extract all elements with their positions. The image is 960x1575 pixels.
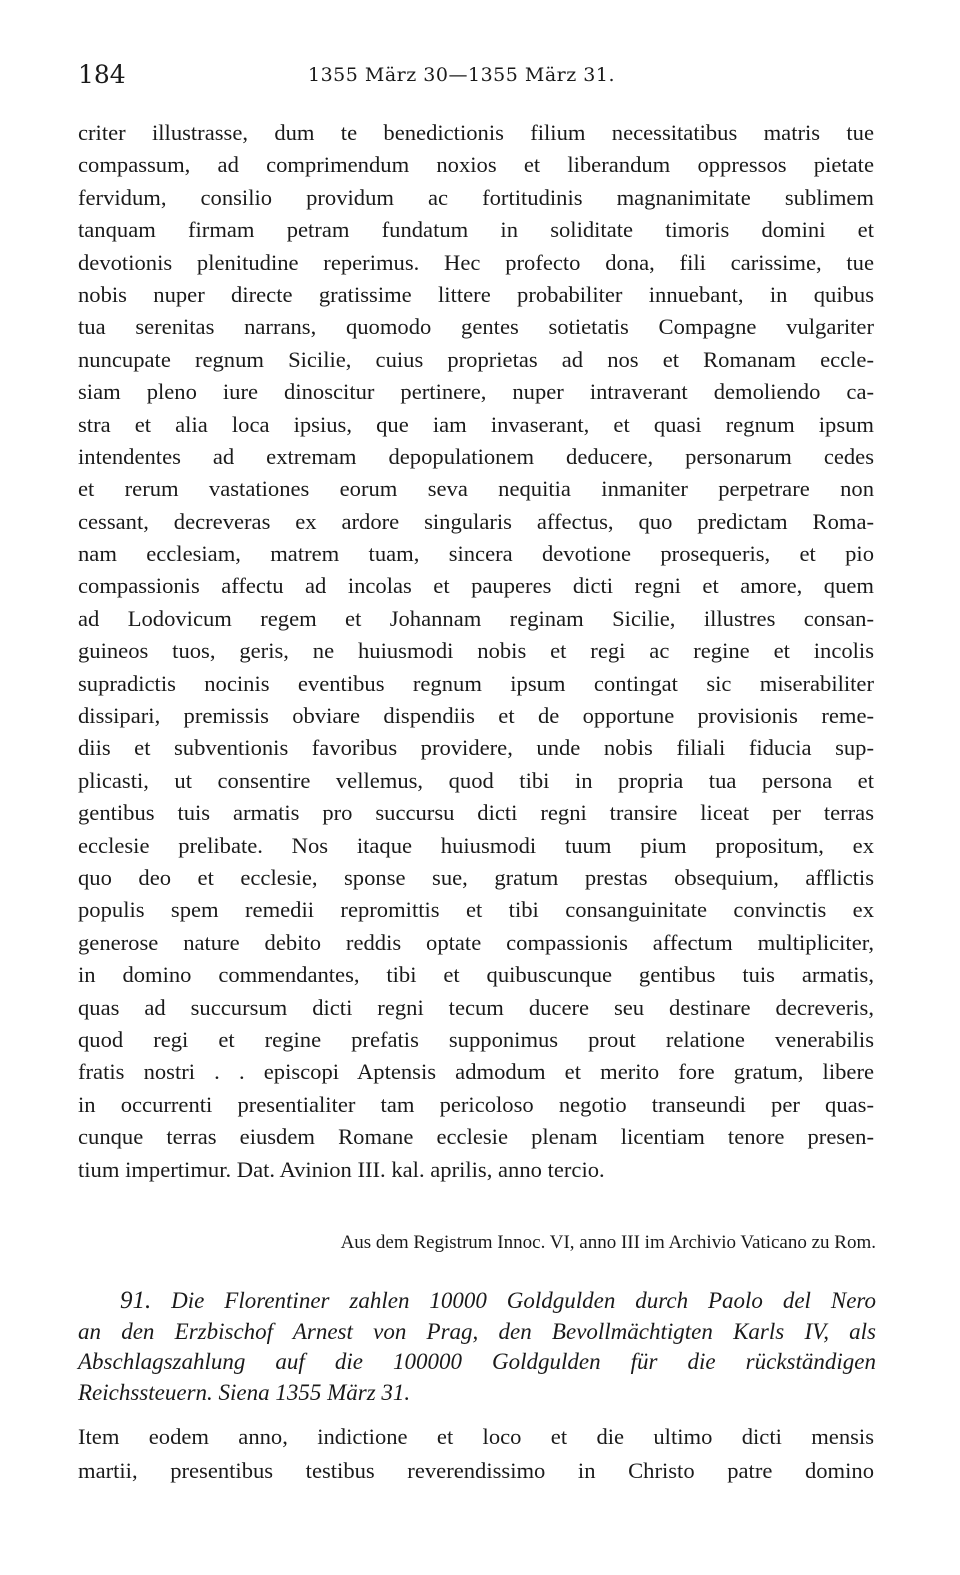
source-note: Aus dem Registrum Innoc. VI, anno III im Archivio Vaticano zu Rom.: [340, 1232, 876, 1253]
entry-number: 91.: [120, 1287, 152, 1314]
heading-line: Reichssteuern. Siena 1355 März 31.: [78, 1379, 411, 1405]
text-line: guineos tuos, geris, ne huiusmodi nobis et regi ac regine et incolis: [78, 638, 874, 664]
running-head: 1355 März 30—1355 März 31.: [308, 64, 616, 86]
text-line: populis spem remedii repromittis et tibi consanguinitate convinctis ex: [78, 897, 874, 923]
text-line: tium impertimur. Dat. Avinion III. kal. aprilis, anno tercio.: [78, 1156, 605, 1182]
text-line: tua serenitas narrans, quomodo gentes sotietatis Compagne vulgariter: [78, 314, 874, 340]
text-line: compassionis affectu ad incolas et pauperes dicti regni et amore, quem: [78, 573, 874, 599]
heading-text: Die Florentiner zahlen 10000 Goldgulden durch Paolo del Nero: [171, 1288, 877, 1313]
page-number: 184: [78, 60, 126, 89]
text-line: compassum, ad comprimendum noxios et liberandum oppressos pietate: [78, 152, 874, 178]
text-line: quas ad succursum dicti regni tecum ducere seu destinare decreveris,: [78, 994, 874, 1020]
text-line: fervidum, consilio providum ac fortitudinis magnanimitate sublimem: [78, 184, 874, 210]
letter-text: [78, 117, 874, 1186]
heading-line: [78, 1286, 876, 1317]
text-line: fratis nostri . . episcopi Aptensis admodum et merito fore gratum, libere: [78, 1059, 874, 1085]
text-line: quo deo et ecclesie, sponse sue, gratum prestas obsequium, afflictis: [78, 864, 874, 890]
entry-heading: [78, 1286, 876, 1408]
text-line: nobis nuper directe gratissime littere probabiliter innuebant, in quibus: [78, 281, 874, 307]
text-line: ad Lodovicum regem et Johannam reginam Sicilie, illustres consan-: [78, 605, 874, 631]
text-line: martii, presentibus testibus reverendissimo in Christo patre domino: [78, 1458, 874, 1483]
text-line: devotionis plenitudine reperimus. Hec profecto dona, fili carissime, tue: [78, 249, 874, 275]
text-line: dissipari, premissis obviare dispendiis et de opportune provisionis reme-: [78, 703, 874, 729]
text-line: ecclesie prelibate. Nos itaque huiusmodi tuum pium propositum, ex: [78, 832, 874, 858]
text-line: Item eodem anno, indictione et loco et die ultimo dicti mensis: [78, 1424, 874, 1449]
text-line: et rerum vastationes eorum seva nequitia inmaniter perpetrare non: [78, 476, 874, 502]
page-header: [78, 60, 874, 92]
text-line: intendentes ad extremam depopulationem deducere, personarum cedes: [78, 443, 874, 469]
heading-line: Abschlagszahlung auf die 100000 Goldgulden für die rückständigen: [78, 1349, 876, 1375]
text-line: nam ecclesiam, matrem tuam, sincera devotione prosequeris, et pio: [78, 541, 874, 567]
text-line: cunque terras eiusdem Romane ecclesie plenam licentiam tenore presen-: [78, 1124, 874, 1150]
text-line: nuncupate regnum Sicilie, cuius proprietas ad nos et Romanam eccle-: [78, 346, 874, 372]
text-line: gentibus tuis armatis pro succursu dicti regni transire liceat per terras: [78, 800, 874, 826]
entry-text: [78, 1420, 874, 1488]
heading-line: an den Erzbischof Arnest von Prag, den Bevollmächtigten Karls IV, als: [78, 1318, 876, 1344]
text-line: generose nature debito reddis optate compassionis affectum multipliciter,: [78, 929, 874, 955]
text-line: quod regi et regine prefatis supponimus prout relatione venerabilis: [78, 1026, 874, 1052]
text-line: diis et subventionis favoribus providere, unde nobis filiali fiducia sup-: [78, 735, 874, 761]
text-line: criter illustrasse, dum te benedictionis filium necessitatibus matris tue: [78, 120, 874, 145]
text-line: supradictis nocinis eventibus regnum ipsum contingat sic miserabiliter: [78, 670, 874, 696]
text-line: in domino commendantes, tibi et quibuscunque gentibus tuis armatis,: [78, 962, 874, 988]
text-line: in occurrenti presentialiter tam pericoloso negotio transeundi per quas-: [78, 1091, 874, 1117]
text-line: cessant, decreveras ex ardore singularis affectus, quo predictam Roma-: [78, 508, 874, 534]
text-line: tanquam firmam petram fundatum in soliditate timoris domini et: [78, 217, 874, 243]
text-line: plicasti, ut consentire vellemus, quod tibi in propria tua persona et: [78, 767, 874, 793]
text-line: stra et alia loca ipsius, que iam invaserant, et quasi regnum ipsum: [78, 411, 874, 437]
text-line: siam pleno iure dinoscitur pertinere, nuper intraverant demoliendo ca-: [78, 379, 874, 405]
